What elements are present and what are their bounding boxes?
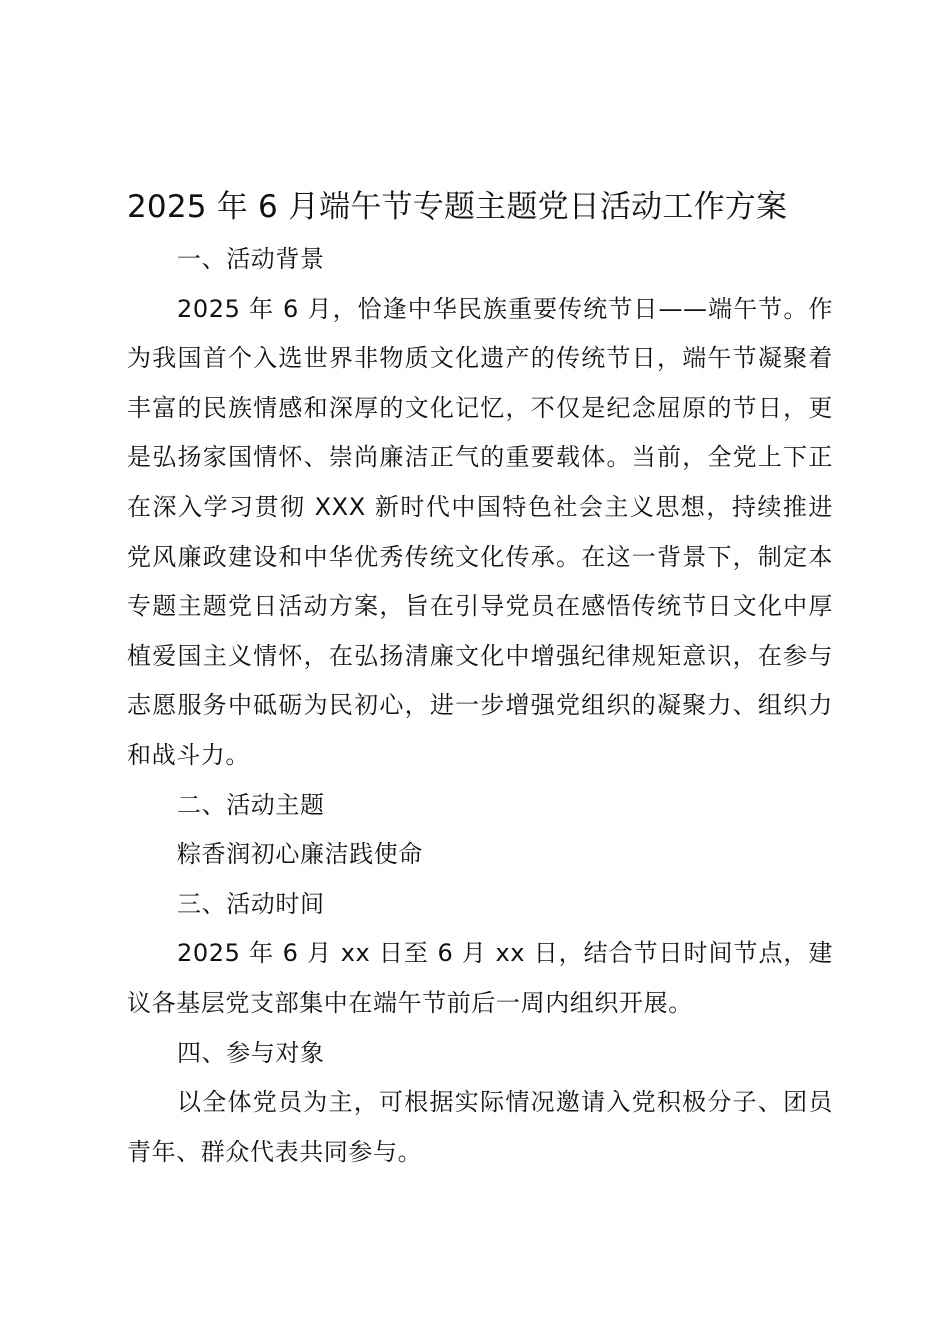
section-heading-time: 三、活动时间 xyxy=(177,889,325,918)
section-heading-background: 一、活动背景 xyxy=(177,245,325,273)
section-heading-participants: 四、参与对象 xyxy=(177,1038,325,1067)
section-paragraph-time: 2025 年 6 月 xx 日至 6 月 xx 日，结合节日时间节点，建议各基层党支部集中在端午节前后一周内组织开展。 xyxy=(127,939,833,1017)
document-title: 2025 年 6 月端午节专题主题党日活动工作方案 xyxy=(127,189,788,225)
section-paragraph-participants: 以全体党员为主，可根据实际情况邀请入党积极分子、团员青年、群众代表共同参与。 xyxy=(127,1088,833,1166)
section-heading-theme: 二、活动主题 xyxy=(177,790,325,819)
section-paragraph-background: 2025 年 6 月，恰逢中华民族重要传统节日——端午节。作为我国首个入选世界非物质文化遗产的传统节日，端午节凝聚着丰富的民族情感和深厚的文化记忆，不仅是纪念屈原的节日，更是弘扬家国情怀、崇尚廉洁正气的重要载体。当前，全党上下正在深入学习贯彻 XXX 新时代中国特色社会主义思想，持续推进党风廉政建设和中华优秀传统文化传承。在这一背景下，制定本专题主题党日活动方案，旨在引导党员在感悟传统节日文化中厚植爱国主义情怀，在弘扬清廉文化中增强纪律规矩意识，在参与志愿服务中砥砺为民初心，进一步增强党组织的凝聚力、组织力和战斗力。 xyxy=(127,294,833,769)
section-paragraph-theme: 粽香润初心廉洁践使命 xyxy=(177,840,423,869)
document-page xyxy=(127,183,833,1177)
